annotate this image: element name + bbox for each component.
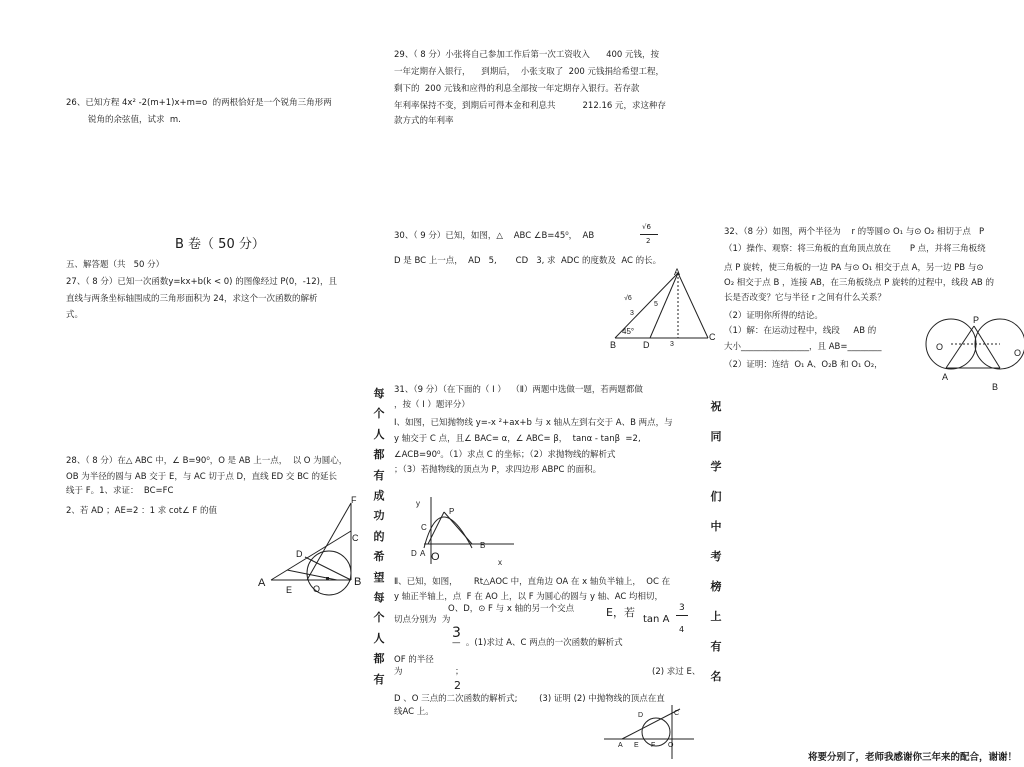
q31b-line2: y 轴正半轴上，点 F 在 AO 上，以 F 为圆心的圆与 y 轴、AC 均相切， — [394, 592, 664, 602]
fig31b-label-o: O — [668, 742, 674, 749]
fig30-label-d: D — [643, 340, 650, 350]
q27-line1: 27、（ 8 分）已知一次函数y=kx+b(k < 0) 的图像经过 P(0，-12)，且 — [66, 277, 337, 287]
q27-line2: 直线与两条坐标轴围成的三角形面积为 24，求这个一次函数的解析 — [66, 294, 318, 304]
fig32-label-b: B — [992, 382, 999, 392]
q30-frac-bar — [640, 234, 658, 235]
vertical-char: 个 — [373, 611, 385, 625]
q32-answer1: （1）解：在运动过程中，线段 AB 的 — [724, 326, 877, 336]
fig31b-label-a: A — [618, 742, 623, 749]
q31b-figure — [602, 703, 697, 763]
fig32-label-o1: O — [936, 342, 944, 352]
fig28-label-o: O — [313, 584, 321, 594]
fig30-label-a: A — [674, 267, 681, 277]
q31-line2: ，按（ Ⅰ ）题评分） — [394, 400, 470, 410]
fig32-line-pa — [946, 326, 974, 368]
vertical-char: 都 — [373, 448, 385, 462]
q31b-line4: 切点分别为 为 — [394, 615, 451, 625]
vertical-char: 希 — [373, 550, 385, 564]
fig30-line-ac — [678, 273, 708, 338]
vertical-char: 都 — [373, 652, 385, 666]
q31b-e: E，若 — [606, 606, 635, 619]
q31-line1: 31、（9 分）（在下面的（ Ⅰ ） （Ⅱ）两题中选做一题，若两题都做 — [394, 385, 643, 395]
q31-line4: y 轴交于 C 点，且∠ BAC= α，∠ ABC= β， tanα - tanβ =2, — [394, 434, 641, 444]
fig31a-label-p: P — [449, 507, 455, 516]
fig30-label-three-b: 3 — [670, 341, 674, 348]
fig30-label-root6: √6 — [624, 295, 632, 302]
vertical-char: 望 — [373, 570, 385, 584]
fig28-label-b: B — [354, 576, 362, 588]
vertical-char: 人 — [373, 631, 385, 645]
vertical-char: 有 — [710, 640, 722, 653]
q31b-q2: (2) 求过 E、 — [652, 667, 701, 677]
q28-line4: 2、若 AD ；AE=2 ：1 求 cot∠ F 的值 — [66, 506, 218, 516]
vertical-char: 成 — [373, 489, 385, 503]
q31b-line1: Ⅱ、已知，如图， Rt△AOC 中，直角边 OA 在 x 轴负半轴上， OC 在 — [394, 577, 671, 587]
vertical-char: 学 — [710, 460, 722, 473]
q31b-tan-bar — [676, 615, 688, 616]
q29-line2: 一年定期存入银行， 到期后， 小张支取了 200 元钱捐给希望工程， — [394, 67, 665, 77]
q30-frac-den: 2 — [646, 237, 651, 245]
vertical-char: 名 — [710, 670, 722, 683]
vertical-char: 有 — [373, 468, 385, 482]
fig31b-circle — [642, 718, 670, 746]
vertical-slogan-left — [372, 384, 386, 690]
q31b-tan-num: 3 — [679, 603, 685, 613]
vertical-char: 榜 — [710, 580, 722, 593]
vertical-slogan-right — [709, 392, 723, 692]
q28-line3: 线于 F。1、求证： BC=FC — [66, 486, 174, 496]
q31b-line3: O、D，⊙ F 与 x 轴的另一个交点 — [448, 604, 575, 614]
fig28-label-d: D — [296, 549, 303, 559]
q30-frac-num: √6 — [642, 223, 651, 231]
q31b-line6: OF 的半径 — [394, 655, 434, 665]
q32-line3: 点 P 旋转，使三角板的一边 PA 与⊙ O₁ 相交于点 A，另一边 PB 与⊙ — [724, 263, 984, 273]
vertical-char: 上 — [710, 610, 722, 623]
q31-line5: ∠ACB=90⁰。（1）求点 C 的坐标；（2）求抛物线的解析式 — [394, 450, 616, 460]
fig31a-line-cb — [444, 512, 472, 544]
q32-line6: （2）证明你所得的结论。 — [724, 311, 823, 321]
fig32-label-p: P — [973, 315, 980, 325]
q28-line2: OB 为半径的圆与 AB 交于 E，与 AC 切于点 D，直线 ED 交 BC 的延长 — [66, 472, 337, 482]
fig31a-label-x: x — [498, 558, 502, 567]
vertical-char: 中 — [710, 520, 722, 533]
fig28-label-a: A — [258, 577, 266, 589]
fig32-label-o2: O — [1014, 348, 1022, 358]
fig31b-line-ac — [622, 709, 680, 739]
vertical-char: 们 — [710, 490, 722, 503]
vertical-char: 功 — [373, 509, 385, 523]
q26-line2: 锐角的余弦值，试求 m. — [88, 115, 181, 125]
fig31b-label-f: F — [651, 742, 656, 749]
fig31a-line-ac — [428, 512, 444, 544]
fig30-label-b: B — [610, 340, 617, 350]
q30-figure — [610, 268, 715, 350]
q29-line4: 年利率保持不变，到期后可得本金和利息共 212.16 元，求这种存 — [394, 101, 666, 111]
fig31a-label-d: D — [411, 549, 417, 558]
q31-line3: Ⅰ、如图，已知抛物线 y=-x ²+ax+b 与 x 轴从左到右交于 A、B 两点，与 — [394, 418, 673, 428]
q32-line2: （1）操作、观察：将三角板的直角顶点放在 P 点，并将三角板绕 — [724, 244, 986, 254]
q31b-tan-den: 4 — [679, 625, 685, 634]
fig28-line-db — [305, 557, 351, 580]
q31b-line5: — 。(1)求过 A、C 两点的一次函数的解析式 — [452, 638, 623, 648]
q27-line3: 式。 — [66, 310, 84, 320]
fig31a-label-c: C — [421, 523, 427, 532]
vertical-char: 同 — [710, 430, 722, 443]
vertical-char: 的 — [373, 529, 385, 543]
fig30-label-c: C — [709, 332, 716, 342]
q31b-tan: tan A — [643, 614, 670, 625]
q32-line4: O₂ 相交于点 B ，连接 AB，在三角板绕点 P 旋转的过程中，线段 AB 的 — [724, 278, 994, 288]
q30-line1: 30、（ 9 分）已知，如图，△ ABC ∠B=45⁰， AB — [394, 231, 595, 241]
q32-line1: 32、（8 分）如图，两个半径为 r 的等圆⊙ O₁ 与⊙ O₂ 相切于点 P — [724, 227, 985, 237]
q29-line5: 款方式的年利率 — [394, 116, 454, 126]
q28-figure — [255, 495, 365, 600]
q32-answer2: 大小________________，且 AB=________ — [724, 342, 882, 352]
vertical-char: 考 — [710, 550, 722, 563]
fig31a-label-y: y — [416, 499, 420, 508]
fig31a-label-b: B — [480, 541, 486, 550]
q29-line1: 29、（ 8 分）小张将自己参加工作后第一次工资收入 400 元钱，按 — [394, 50, 660, 60]
vertical-char: 人 — [373, 427, 385, 441]
vertical-char: 每 — [373, 591, 385, 605]
vertical-char: 每 — [373, 387, 385, 400]
q31b-big2: 2 — [454, 679, 461, 692]
fig31b-label-e: E — [634, 742, 639, 749]
fig31b-label-c: C — [674, 710, 680, 717]
section-b-title: B 卷（ 50 分） — [175, 237, 265, 252]
q32-line5: 长是否改变？它与半径 r 之间有什么关系？ — [724, 293, 886, 303]
q31b-line9: 线AC 上。 — [394, 707, 434, 717]
footer-farewell: 将要分别了，老师我感谢你三年来的配合，谢谢！ — [808, 752, 1018, 763]
fig28-center-dot — [326, 577, 329, 580]
fig30-label-three-a: 3 — [630, 310, 634, 317]
fig31b-label-d: D — [638, 712, 644, 719]
q31b-semicolon: ； — [455, 667, 464, 677]
q30-line2: D 是 BC 上一点， AD 5, CD 3, 求 ADC 的度数及 AC 的长。 — [394, 256, 662, 266]
section-five-heading: 五、解答题（共 50 分） — [66, 260, 165, 270]
fig31a-label-a: A — [420, 549, 426, 558]
fig31a-label-o: O — [431, 551, 440, 563]
q31b-line8: D 、O 三点的二次函数的解析式; (3) 证明 (2) 中抛物线的顶点在直 — [394, 694, 665, 704]
vertical-char: 有 — [373, 672, 385, 686]
fig28-label-e: E — [286, 585, 293, 595]
fig32-line-pb — [974, 326, 1000, 368]
fig30-label-five: 5 — [654, 301, 658, 308]
fig30-label-angle: 45° — [622, 327, 635, 336]
q29-line3: 剩下的 200 元钱和应得的利息全部按一年定期存入银行。若存款 — [394, 84, 640, 94]
q28-line1: 28、（ 8 分）在△ ABC 中，∠ B=90⁰，O 是 AB 上一点， 以 O 为圆心， — [66, 456, 348, 466]
q31-line6: ；（3）若抛物线的顶点为 P，求四边形 ABPC 的面积。 — [394, 465, 602, 475]
q31b-line7: 为 — [394, 667, 403, 677]
q32-answer3: （2）证明：连结 O₁ A、O₂B 和 O₁ O₂， — [724, 360, 883, 370]
q32-figure — [926, 312, 1024, 394]
vertical-char: 祝 — [710, 400, 722, 413]
q26-line1: 26、已知方程 4x² -2(m+1)x+m=o 的两根恰好是一个锐角三角形两 — [66, 98, 332, 108]
fig28-label-c: C — [352, 533, 359, 543]
fig28-label-f: F — [351, 495, 357, 505]
q31a-figure — [404, 492, 519, 570]
vertical-char: 个 — [373, 407, 385, 421]
q31b-big3: 3 — [452, 625, 461, 641]
fig32-label-a: A — [942, 372, 949, 382]
